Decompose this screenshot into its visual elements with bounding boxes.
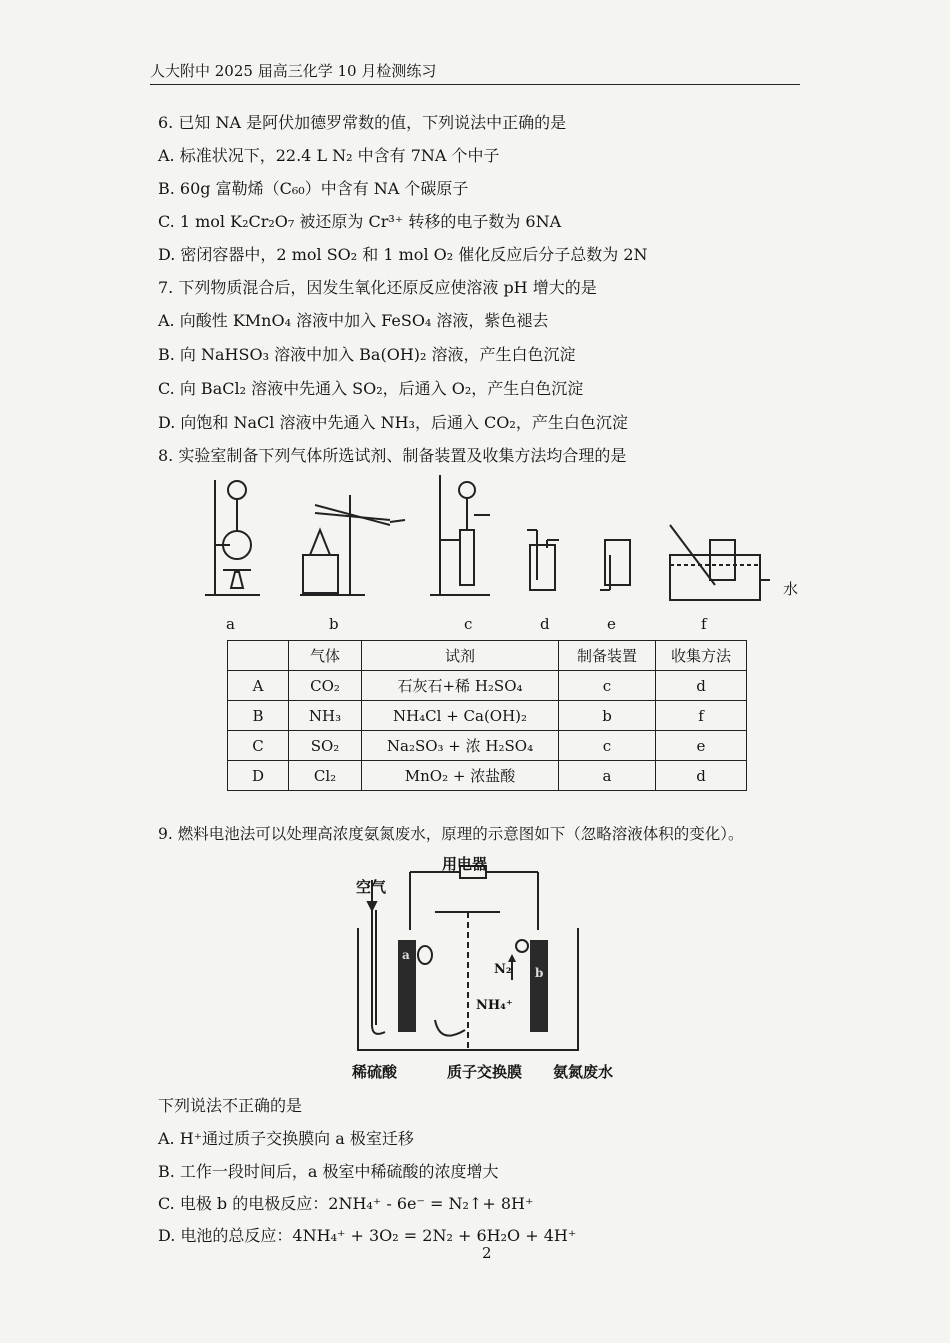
table-cell: A <box>228 671 289 701</box>
table-cell: f <box>656 701 747 731</box>
right-solution-label: 氨氮废水 <box>553 1063 614 1081</box>
apparatus-label-d: d <box>540 615 550 633</box>
apparatus-label-b: b <box>329 615 339 633</box>
table-row <box>228 761 747 791</box>
table-cell: a <box>559 761 656 791</box>
apparatus-label-e: e <box>607 615 616 633</box>
apparatus-a <box>205 480 260 595</box>
table-header-row <box>228 641 747 671</box>
apparatus-b <box>300 495 405 595</box>
q7-stem: 7. 下列物质混合后，因发生氧化还原反应使溶液 pH 增大的是 <box>158 278 597 297</box>
table-cell: 石灰石+稀 H₂SO₄ <box>362 671 559 701</box>
table-header: 气体 <box>289 641 362 671</box>
table-header: 试剂 <box>362 641 559 671</box>
table-cell: NH₄Cl + Ca(OH)₂ <box>362 701 559 731</box>
table-cell: c <box>559 671 656 701</box>
electrode-b-label: b <box>535 966 544 980</box>
table-cell: Cl₂ <box>289 761 362 791</box>
q7-option-d: D. 向饱和 NaCl 溶液中先通入 NH₃，后通入 CO₂，产生白色沉淀 <box>158 413 628 432</box>
q9-option-b: B. 工作一段时间后，a 极室中稀硫酸的浓度增大 <box>158 1162 499 1181</box>
table-cell: e <box>656 731 747 761</box>
table-cell: B <box>228 701 289 731</box>
table-row <box>228 731 747 761</box>
q6-stem: 6. 已知 NA 是阿伏加德罗常数的值，下列说法中正确的是 <box>158 113 567 132</box>
table-cell: MnO₂ + 浓盐酸 <box>362 761 559 791</box>
gas-table <box>227 640 747 791</box>
apparatus-c <box>430 475 490 595</box>
apparatus-label-a: a <box>226 615 235 633</box>
page-number: 2 <box>482 1244 492 1262</box>
q9-prompt: 下列说法不正确的是 <box>158 1096 303 1115</box>
n2-label: N₂ <box>494 962 512 977</box>
table-cell: c <box>559 731 656 761</box>
water-label: 水 <box>783 580 799 598</box>
q9-option-d: D. 电池的总反应：4NH₄⁺ + 3O₂ = 2N₂ + 6H₂O + 4H⁺ <box>158 1226 577 1245</box>
table-cell: D <box>228 761 289 791</box>
table-cell: CO₂ <box>289 671 362 701</box>
q7-option-c: C. 向 BaCl₂ 溶液中先通入 SO₂，后通入 O₂，产生白色沉淀 <box>158 379 584 398</box>
q6-option-c: C. 1 mol K₂Cr₂O₇ 被还原为 Cr³⁺ 转移的电子数为 6NA <box>158 212 562 231</box>
q9-option-a: A. H⁺通过质子交换膜向 a 极室迁移 <box>158 1129 414 1148</box>
q6-option-b: B. 60g 富勒烯（C₆₀）中含有 NA 个碳原子 <box>158 179 469 198</box>
table-row <box>228 671 747 701</box>
table-cell: Na₂SO₃ + 浓 H₂SO₄ <box>362 731 559 761</box>
nh4-label: NH₄⁺ <box>476 998 513 1013</box>
q8-stem: 8. 实验室制备下列气体所选试剂、制备装置及收集方法均合理的是 <box>158 446 627 465</box>
q9-option-c: C. 电极 b 的电极反应：2NH₄⁺ - 6e⁻ = N₂↑+ 8H⁺ <box>158 1194 534 1213</box>
q6-option-d: D. 密闭容器中，2 mol SO₂ 和 1 mol O₂ 催化反应后分子总数为 2N <box>158 245 648 264</box>
air-label: 空气 <box>356 878 387 896</box>
q6-option-a: A. 标准状况下，22.4 L N₂ 中含有 7NA 个中子 <box>158 146 500 165</box>
table-cell: SO₂ <box>289 731 362 761</box>
electrode-b <box>530 940 548 1032</box>
page-header: 人大附中 2025 届高三化学 10 月检测练习 <box>150 60 800 85</box>
q7-option-b: B. 向 NaHSO₃ 溶液中加入 Ba(OH)₂ 溶液，产生白色沉淀 <box>158 345 576 364</box>
table-header: 收集方法 <box>656 641 747 671</box>
apparatus-e <box>600 540 630 590</box>
device-label: 用电器 <box>442 855 488 873</box>
apparatus-label-c: c <box>464 615 473 633</box>
membrane-label: 质子交换膜 <box>447 1063 523 1081</box>
table-cell: d <box>656 671 747 701</box>
table-cell: NH₃ <box>289 701 362 731</box>
table-cell: C <box>228 731 289 761</box>
left-solution-label: 稀硫酸 <box>352 1063 398 1081</box>
q7-option-a: A. 向酸性 KMnO₄ 溶液中加入 FeSO₄ 溶液，紫色褪去 <box>158 311 549 330</box>
table-header: 制备装置 <box>559 641 656 671</box>
q9-stem: 9. 燃料电池法可以处理高浓度氨氮废水，原理的示意图如下（忽略溶液体积的变化）。 <box>158 825 744 843</box>
electrode-a-label: a <box>402 948 410 962</box>
apparatus-figure <box>195 470 795 610</box>
table-cell: d <box>656 761 747 791</box>
table-header <box>228 641 289 671</box>
table-cell: b <box>559 701 656 731</box>
table-row <box>228 701 747 731</box>
apparatus-label-f: f <box>701 615 707 633</box>
apparatus-f <box>670 525 770 600</box>
apparatus-d <box>527 530 559 590</box>
